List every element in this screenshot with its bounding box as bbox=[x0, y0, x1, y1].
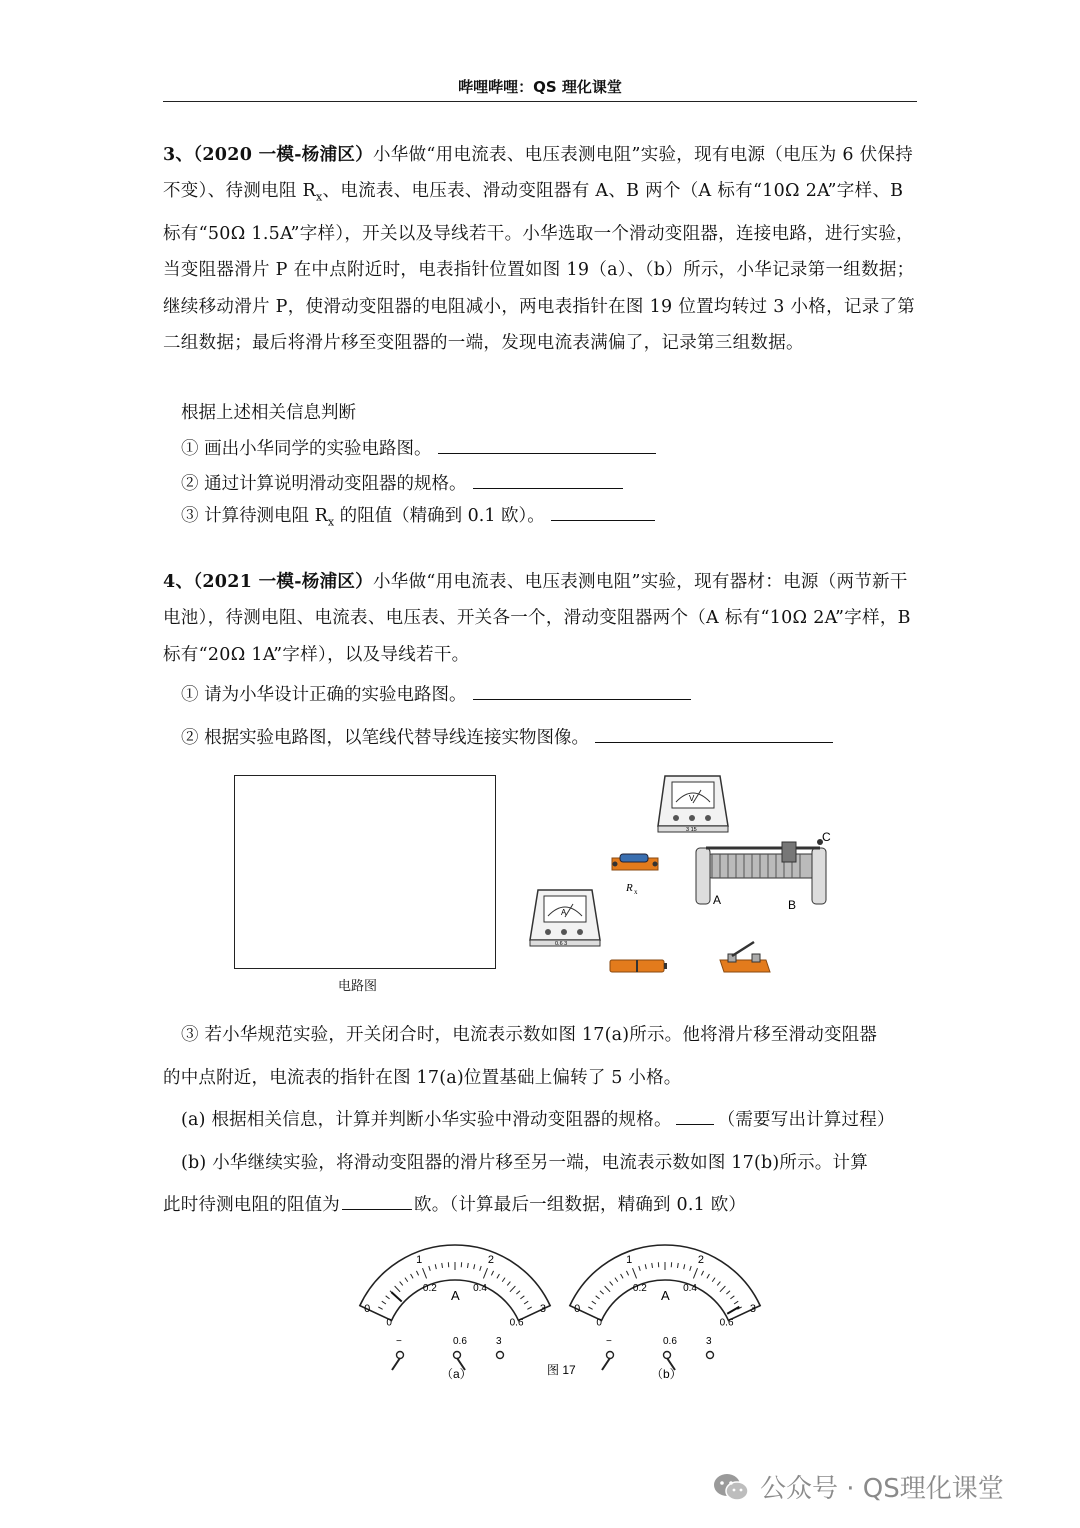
q4-item-2 bbox=[181, 724, 833, 749]
watermark-text: 公众号 · QS理化课堂 bbox=[760, 1474, 1004, 1504]
rheostat-c-label: C bbox=[822, 830, 831, 844]
answer-blank[interactable] bbox=[676, 1106, 714, 1125]
dial-bottom-label: 0 bbox=[386, 1317, 392, 1329]
terminal-icon bbox=[397, 1352, 404, 1359]
battery-icon bbox=[610, 960, 667, 972]
header-rule bbox=[163, 101, 917, 102]
q3-item-1 bbox=[181, 435, 656, 460]
terminal-icon bbox=[454, 1352, 461, 1359]
answer-blank[interactable] bbox=[595, 724, 833, 743]
dial-top-label: 3 bbox=[539, 1303, 547, 1316]
q3-lead: 根据上述相关信息判断 bbox=[181, 403, 356, 423]
q3-item-3-sub: x bbox=[327, 515, 335, 529]
dial-caption: （b） bbox=[651, 1367, 682, 1381]
q4-item-3-line-2: 的中点附近，电流表的指针在图 17(a)位置基础上偏转了 5 小格。 bbox=[163, 1068, 682, 1088]
dial-bottom-label: 0.4 bbox=[683, 1282, 698, 1294]
dial-bottom-label: 0.4 bbox=[473, 1282, 488, 1294]
q3-text-2: 、电流表、电压表、滑动变阻器有 A、B 两个（A 标有“10Ω 2A”字样、B 标有“50Ω 1.5A”字样），开关以及导线若干。小华选取一个滑动变阻器，连接电路，进行实验，当变阻器滑片 P 在中点附近时，电表指针位置如图 19（a）、（b）所示，小华记录第一组数据；继续移动滑片 P，使滑动变阻器的电阻减小，两电表指针在图 19 位置均转过 3 小格，记录了第二组数据；最后将滑片移至变阻器的一端，发现电流表满偏了，记录第三组数据。 bbox=[163, 181, 916, 353]
q4-item-3-line-1: ③ 若小华规范实验，开关闭合时，电流表示数如图 17(a)所示。他将滑片移至滑动变阻器 bbox=[181, 1025, 878, 1045]
q3-source: （2020 一模-杨浦区） bbox=[193, 145, 373, 165]
q4-sub-a-note: （需要写出计算过程） bbox=[717, 1110, 895, 1130]
q3-body bbox=[163, 137, 917, 361]
q3-item-3 bbox=[181, 502, 655, 529]
q3-item-2 bbox=[181, 470, 623, 495]
answer-blank[interactable] bbox=[473, 470, 623, 489]
terminal-icon bbox=[707, 1352, 714, 1359]
switch-icon bbox=[720, 942, 770, 972]
dial-caption: （a） bbox=[441, 1367, 472, 1381]
voltmeter-icon bbox=[658, 776, 728, 833]
q4-number: 4、 bbox=[163, 572, 194, 592]
q4-item-1-text: ① 请为小华设计正确的实验电路图。 bbox=[181, 685, 467, 705]
dial-bottom-label: 0.2 bbox=[632, 1282, 647, 1294]
q4-item-1 bbox=[181, 681, 691, 706]
terminal-label: 0.6 bbox=[663, 1336, 677, 1347]
rx-label: R bbox=[626, 882, 633, 894]
q4-sub-b-note: 欧。（计算最后一组数据，精确到 0.1 欧） bbox=[414, 1195, 747, 1215]
answer-blank[interactable] bbox=[473, 681, 691, 700]
dial-bottom-label: 0.6 bbox=[719, 1317, 734, 1329]
ammeter-icon bbox=[530, 890, 600, 947]
dial-unit: A bbox=[661, 1288, 670, 1303]
dial-top-label: 1 bbox=[416, 1253, 423, 1266]
dial-top-label: 2 bbox=[487, 1253, 494, 1266]
voltmeter-label: V bbox=[689, 794, 695, 803]
q4-source: （2021 一模-杨浦区） bbox=[193, 572, 373, 592]
terminal-icon bbox=[664, 1352, 671, 1359]
answer-blank[interactable] bbox=[342, 1191, 412, 1210]
q4-sub-a bbox=[181, 1106, 895, 1131]
voltmeter-scale: 3 15 bbox=[686, 827, 697, 833]
wechat-icon bbox=[712, 1472, 750, 1502]
answer-blank[interactable] bbox=[551, 502, 655, 521]
dial-top-label: 0 bbox=[574, 1303, 581, 1316]
wire-icon bbox=[602, 1358, 610, 1370]
ammeter-dial-a bbox=[360, 1245, 550, 1381]
q4-sub-b-line-2 bbox=[163, 1191, 746, 1216]
dial-top-label: 2 bbox=[697, 1253, 704, 1266]
q3-number: 3、 bbox=[163, 145, 194, 165]
dial-top-label: 3 bbox=[749, 1303, 757, 1316]
figure-17 bbox=[355, 1232, 785, 1392]
terminal-icon bbox=[497, 1352, 504, 1359]
q4-body bbox=[163, 564, 917, 673]
circuit-caption: 电路图 bbox=[338, 979, 378, 994]
terminal-label: 3 bbox=[706, 1336, 712, 1347]
dial-bottom-label: 0.6 bbox=[509, 1317, 524, 1329]
rheostat-b-label: B bbox=[788, 898, 797, 912]
resistor-icon bbox=[612, 854, 658, 896]
ammeter-scale: 0.6 3 bbox=[555, 941, 568, 947]
rheostat-a-label: A bbox=[713, 893, 722, 907]
rheostat-icon bbox=[696, 830, 831, 912]
dial-bottom-label: 0 bbox=[596, 1317, 602, 1329]
q3-text-sub: x bbox=[316, 190, 323, 204]
terminal-label: − bbox=[606, 1336, 612, 1347]
equipment-illustration bbox=[520, 770, 840, 980]
rx-sub-label: x bbox=[634, 888, 638, 896]
terminal-icon bbox=[607, 1352, 614, 1359]
dial-top-label: 1 bbox=[626, 1253, 633, 1266]
dial-bottom-label: 0.2 bbox=[422, 1282, 437, 1294]
q4-sub-b-line-1: (b) 小华继续实验，将滑动变阻器的滑片移至另一端，电流表示数如图 17(b)所示。计算 bbox=[181, 1153, 868, 1173]
q4-text: 小华做“用电流表、电压表测电阻”实验，现有器材：电源（两节新干电池），待测电阻、电流表、电压表、开关各一个，滑动变阻器两个（A 标有“10Ω 2A”字样，B 标有“20Ω 1A”字样），以及导线若干。 bbox=[163, 572, 911, 665]
q4-sub-b-text: 此时待测电阻的阻值为 bbox=[163, 1195, 340, 1215]
q3-item-3-text-a: ③ 计算待测电阻 R bbox=[181, 506, 328, 526]
dial-top-label: 0 bbox=[364, 1303, 371, 1316]
ammeter-dial-b bbox=[570, 1245, 760, 1381]
q4-item-2-text: ② 根据实验电路图，以笔线代替导线连接实物图像。 bbox=[181, 728, 590, 748]
ammeter-label: A bbox=[561, 908, 567, 917]
wire-icon bbox=[392, 1358, 400, 1370]
dial-face bbox=[570, 1245, 760, 1320]
q4-sub-a-text: (a) 根据相关信息，计算并判断小华实验中滑动变阻器的规格。 bbox=[181, 1110, 672, 1130]
dial-face bbox=[360, 1245, 550, 1320]
terminal-label: 3 bbox=[496, 1336, 502, 1347]
terminal-label: − bbox=[396, 1336, 402, 1347]
terminal-label: 0.6 bbox=[453, 1336, 467, 1347]
watermark bbox=[712, 1468, 1004, 1505]
q3-item-1-text: ① 画出小华同学的实验电路图。 bbox=[181, 439, 432, 459]
dial-unit: A bbox=[451, 1288, 460, 1303]
answer-blank[interactable] bbox=[438, 435, 656, 454]
q3-item-3-text-b: 的阻值（精确到 0.1 欧）。 bbox=[334, 506, 545, 526]
circuit-drawing-area[interactable] bbox=[234, 775, 496, 969]
q3-item-2-text: ② 通过计算说明滑动变阻器的规格。 bbox=[181, 474, 467, 494]
figure-label: 图 17 bbox=[547, 1363, 576, 1377]
page-header: 哔哩哔哩：QS 理化课堂 bbox=[458, 78, 622, 96]
q3-text-1: 小华做“用电流表、电压表测电阻”实验，现有电源（电压为 6 伏保持不变）、待测电阻 R bbox=[163, 145, 914, 202]
